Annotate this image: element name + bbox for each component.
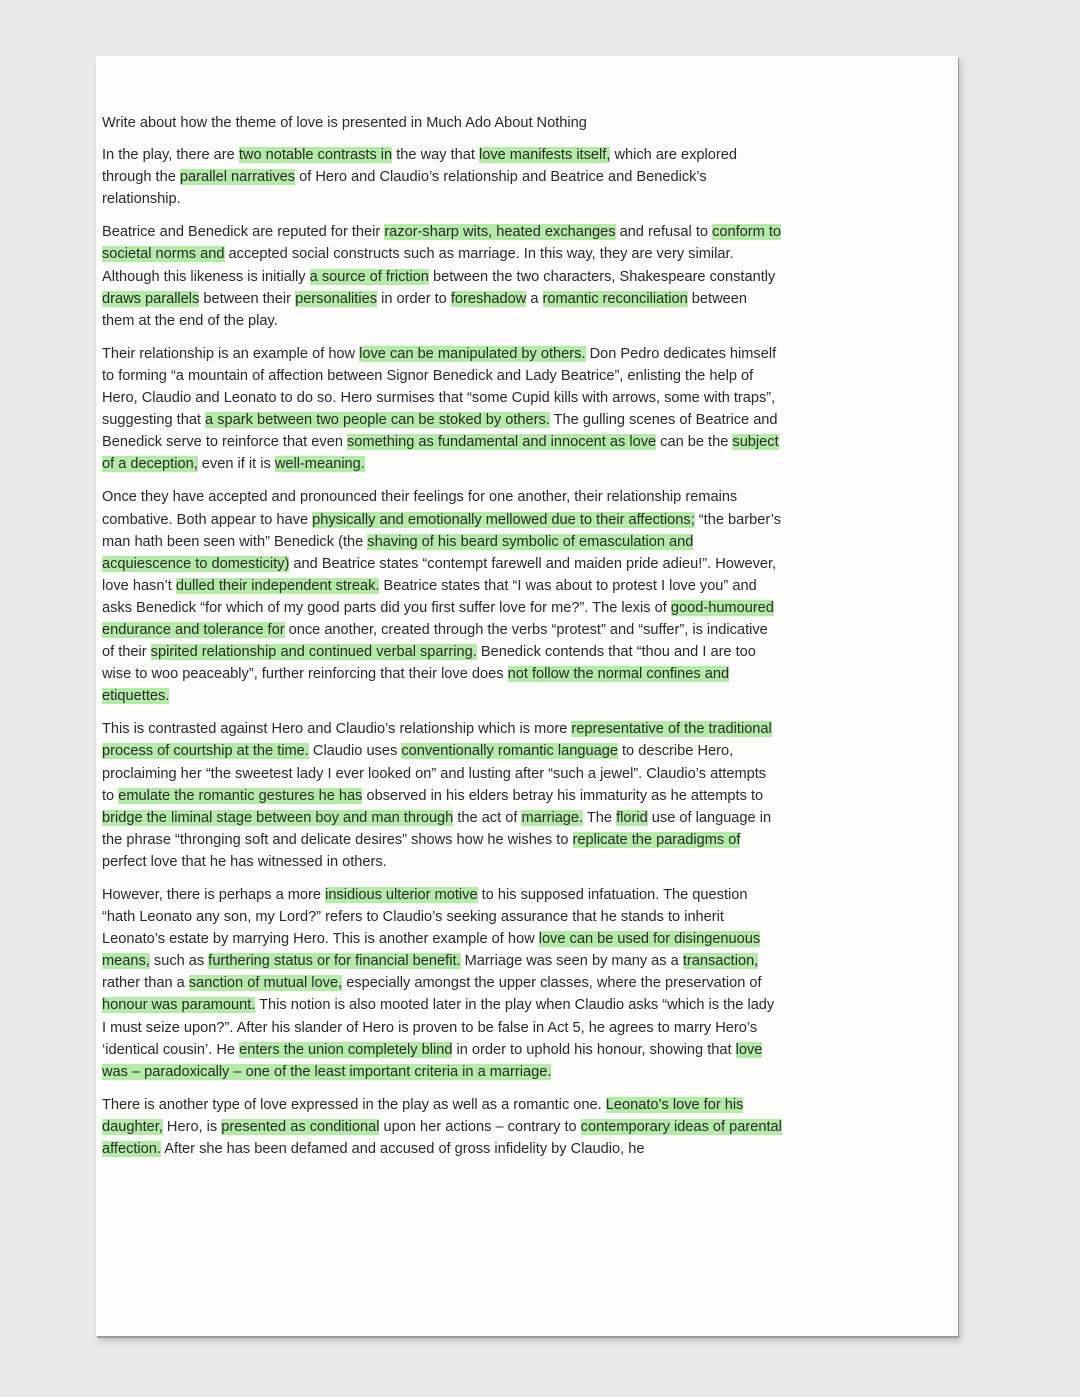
highlighted-text: conform to societal norms and	[102, 224, 782, 263]
text-run: Their relationship is an example of how	[102, 345, 360, 362]
highlighted-text: love can be used for disingenuous means,	[102, 931, 761, 970]
highlighted-text: love manifests itself,	[478, 147, 611, 164]
highlighted-text: conventionally romantic language	[401, 743, 618, 760]
text-run: upon her actions – contrary to	[379, 1118, 581, 1135]
highlighted-text: subject of a deception,	[102, 434, 779, 473]
text-run: and Beatrice states “contempt farewell and maiden pride adieu!”. However, love hasn’t	[102, 555, 777, 594]
essay	[102, 112, 782, 1171]
text-run: between their	[199, 290, 296, 307]
highlighted-text: transaction,	[682, 953, 759, 970]
highlighted-text: romantic reconciliation	[542, 290, 688, 307]
text-run: once another, created through the verbs “protest” and “suffer”, is indicative of their	[102, 621, 768, 661]
highlighted-text: well-meaning.	[274, 456, 365, 473]
text-run: between them at the end of the play.	[102, 290, 747, 329]
text-run: which are explored through the	[102, 147, 737, 186]
highlighted-text: replicate the paradigms of	[572, 831, 741, 848]
highlighted-text: spirited relationship and continued verbal sparring.	[150, 644, 477, 661]
highlighted-text: representative of the traditional process of courtship at the time.	[102, 721, 772, 760]
highlighted-text: parallel narratives	[179, 169, 296, 186]
text-run: to his supposed infatuation. The question “hath Leonato any son, my Lord?” refers to Claudio’s seeking assurance that he stands to inherit Leonato’s estate by marrying Hero. This is another example of how	[102, 887, 748, 948]
paragraph-7	[102, 1094, 782, 1160]
paragraph-5	[102, 718, 782, 873]
text-run: in order to	[377, 290, 451, 307]
text-run: Beatrice states that “I was about to protest I love you” and asks Benedick “for which of my good parts did you first suffer love for me?”. The lexis of	[102, 577, 757, 616]
highlighted-text: love can be manipulated by others.	[359, 345, 586, 362]
text-run: Marriage was seen by many as a	[460, 953, 683, 970]
text-run: perfect love that he has witnessed in others.	[102, 853, 387, 870]
highlighted-text: shaving of his beard symbolic of emasculation and acquiescence to domesticity)	[102, 533, 694, 572]
highlighted-text: razor-sharp wits, heated exchanges	[384, 224, 616, 241]
highlighted-text: insidious ulterior motive	[325, 887, 478, 903]
highlighted-text: a spark between two people can be stoked by others.	[205, 412, 550, 429]
text-run: Hero, is	[162, 1118, 222, 1135]
text-run: However, there is perhaps a more	[102, 887, 326, 903]
highlighted-text: not follow the normal confines and etiquettes.	[102, 666, 730, 705]
text-run: and refusal to	[615, 224, 713, 241]
highlighted-text: physically and emotionally mellowed due to their affections;	[312, 511, 695, 528]
paragraph-3	[102, 343, 782, 476]
essay-body	[102, 144, 782, 1160]
text-run: between the two characters, Shakespeare constantly	[428, 268, 776, 285]
essay-title: Write about how the theme of love is presented in Much Ado About Nothing	[102, 115, 587, 131]
highlighted-text: dulled their independent streak.	[175, 577, 380, 594]
highlighted-text: foreshadow	[450, 290, 527, 307]
highlighted-text: personalities	[295, 290, 378, 307]
text-run: accepted social constructs such as marriage. In this way, they are very similar. Although this likeness is initially	[102, 246, 734, 285]
paragraph-6	[102, 884, 782, 1083]
text-run: This is contrasted against Hero and Claudio’s relationship which is more	[102, 721, 572, 738]
highlighted-text: contemporary ideas of parental affection.	[102, 1118, 782, 1158]
text-run: especially amongst the upper classes, where the preservation of	[342, 975, 762, 992]
highlighted-text: bridge the liminal stage between boy and man through	[102, 809, 454, 826]
text-run: observed in his elders betray his immaturity as he attempts to	[362, 787, 764, 804]
highlighted-text: a source of friction	[309, 268, 429, 285]
text-run: Benedick contends that “thou and I are too wise to woo peaceably”, further reinforcing that their love does	[102, 644, 756, 683]
text-run: a	[526, 290, 543, 307]
highlighted-text: sanction of mutual love,	[188, 975, 343, 992]
text-run: of Hero and Claudio’s relationship and Beatrice and Benedick’s relationship.	[102, 169, 707, 208]
text-run: such as	[149, 953, 209, 970]
highlighted-text: honour was paramount.	[102, 997, 256, 1014]
text-run: Beatrice and Benedick are reputed for their	[102, 224, 385, 241]
paragraph-1	[102, 144, 782, 210]
text-run: “the barber’s man hath been seen with” Benedick (the	[102, 511, 782, 550]
text-run: This notion is also mooted later in the play when Claudio asks “which is the lady I must seize upon?”. After his slander of Hero is proven to be false in Act 5, he agrees to marry Hero’s ‘identical cousin’. He	[102, 997, 775, 1058]
highlighted-text: florid	[616, 809, 648, 826]
text-run: There is another type of love expressed in the play as well as a romantic one.	[102, 1096, 606, 1113]
text-run: The gulling scenes of Beatrice and Benedick serve to reinforce that even	[102, 412, 778, 451]
text-run: Once they have accepted and pronounced their feelings for one another, their relationship remains combative. Both appear to have	[102, 489, 738, 528]
text-run: Don Pedro dedicates himself to forming “a mountain of affection between Signor Benedick and Lady Beatrice”, enlisting the help of Hero, Claudio and Leonato to do so. Hero surmises that “some Cupid kills with arrows, some with traps”, suggesting that	[102, 345, 777, 429]
text-run: rather than a	[102, 975, 189, 992]
highlighted-text: presented as conditional	[221, 1118, 380, 1135]
text-run: the act of	[453, 809, 522, 826]
highlighted-text: Leonato’s love for his daughter,	[102, 1096, 744, 1135]
text-run: Claudio uses	[308, 743, 402, 760]
highlighted-text: draws parallels	[102, 290, 200, 307]
highlighted-text: enters the union completely blind	[239, 1041, 453, 1058]
highlighted-text: something as fundamental and innocent as love	[347, 434, 657, 451]
highlighted-text: marriage.	[521, 809, 584, 826]
text-run: in order to uphold his honour, showing that	[452, 1041, 736, 1058]
text-run: can be the	[656, 434, 733, 451]
highlighted-text: two notable contrasts in	[238, 147, 393, 164]
highlighted-text: love was – paradoxically – one of the least important criteria in a marriage.	[102, 1041, 763, 1080]
paragraph-4	[102, 486, 782, 707]
highlighted-text: furthering status or for financial benefit.	[208, 953, 461, 970]
text-run: The	[583, 809, 617, 826]
text-run: use of language in the phrase “thronging soft and delicate desires” shows how he wishes to	[102, 809, 772, 848]
text-run: After she has been defamed and accused of gross infidelity by Claudio, he	[160, 1141, 645, 1158]
text-run: even if it is	[197, 456, 275, 473]
text-run: the way that	[392, 147, 479, 164]
highlighted-text: good-humoured endurance and tolerance for	[102, 599, 774, 638]
text-run: to describe Hero, proclaiming her “the sweetest lady I ever looked on” and lusting after “such a jewel”. Claudio’s attempts to	[102, 743, 767, 804]
text-run: In the play, there are	[102, 147, 239, 164]
paragraph-2	[102, 221, 782, 331]
highlighted-text: emulate the romantic gestures he has	[118, 787, 363, 804]
